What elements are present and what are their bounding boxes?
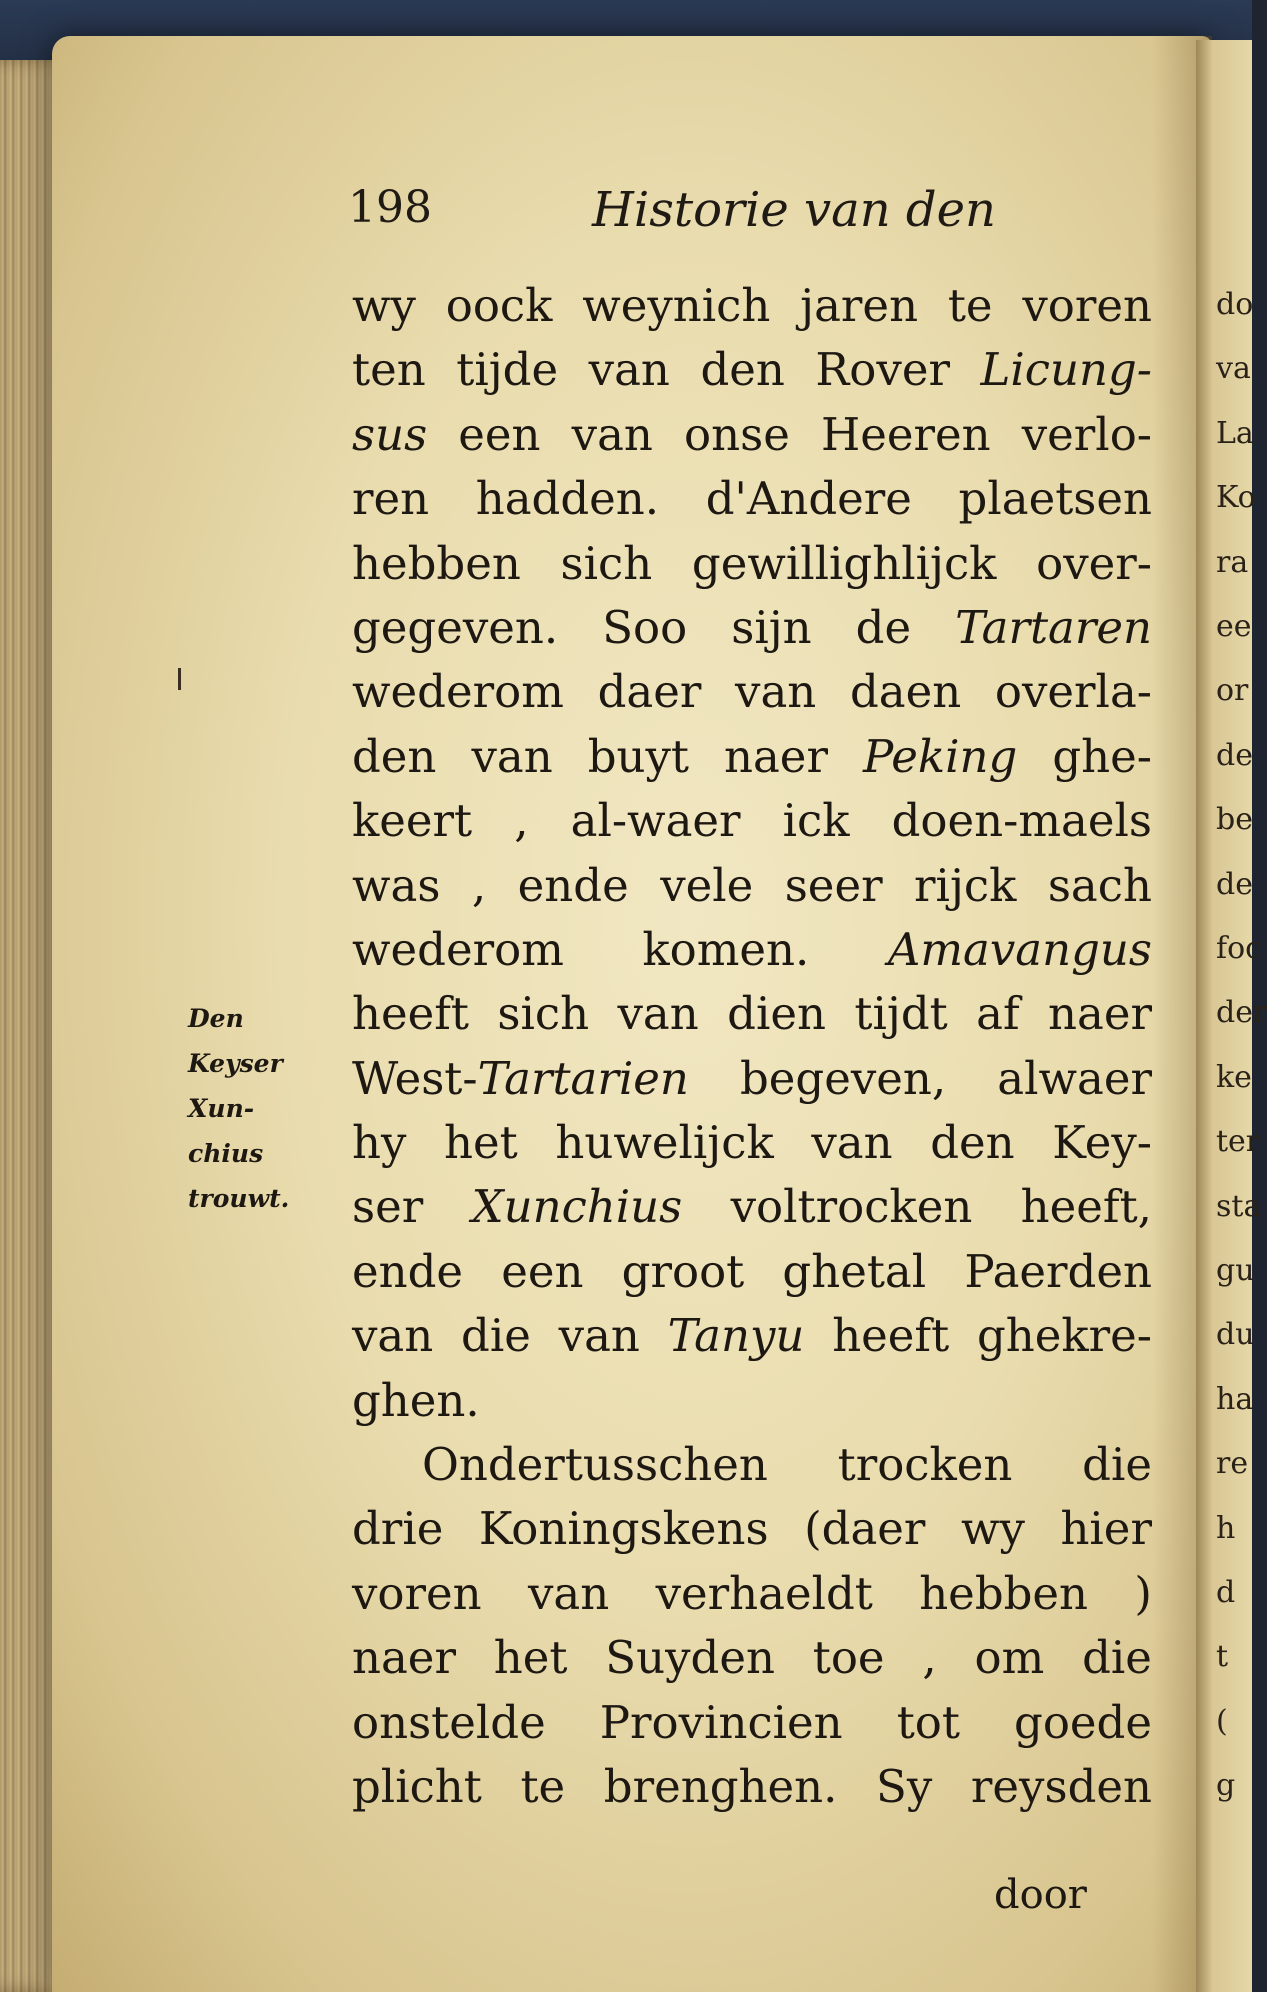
catchword: door <box>994 1872 1087 1918</box>
page-number: 198 <box>348 182 432 233</box>
word: , <box>514 794 529 848</box>
word: van <box>352 1309 434 1363</box>
word: van <box>617 987 699 1041</box>
word: gegeven. <box>352 600 559 654</box>
word: van <box>735 665 817 719</box>
word: wederom <box>352 922 564 976</box>
facing-page-fragment: ( <box>1216 1703 1228 1739</box>
word: rijck <box>914 858 1017 912</box>
word: , <box>922 1631 937 1685</box>
facing-page-fragment: t <box>1216 1639 1229 1675</box>
facing-page-fragment: ha <box>1216 1381 1254 1417</box>
ink-speck <box>178 668 181 690</box>
facing-page-fragment: ter <box>1216 1124 1261 1160</box>
word: voren <box>352 1566 482 1620</box>
word: ser <box>352 1180 424 1234</box>
word: jaren <box>800 279 919 332</box>
word: oock <box>445 279 553 332</box>
margin-note-line: chius <box>188 1139 264 1168</box>
word: vele <box>660 858 754 912</box>
text-line <box>352 660 1152 724</box>
text-line <box>352 1755 1152 1819</box>
word: hebben <box>352 536 521 590</box>
word: een <box>458 407 541 461</box>
word: toe <box>812 1631 885 1685</box>
word: van <box>527 1566 610 1620</box>
word: ren <box>352 472 430 526</box>
word: hier <box>1060 1502 1152 1556</box>
word: te <box>947 279 993 332</box>
facing-page-fragment: va <box>1216 351 1251 387</box>
word: drie <box>352 1502 444 1556</box>
text-line <box>352 918 1152 982</box>
margin-note-line: Xun- <box>188 1094 255 1123</box>
word: naer <box>1048 987 1152 1041</box>
word: tot <box>896 1695 960 1749</box>
word: Heeren <box>820 407 991 461</box>
facing-page-fragment: ee <box>1216 609 1252 644</box>
word: sich <box>497 987 590 1041</box>
facing-page-fragment: La <box>1216 415 1254 451</box>
word: af <box>976 987 1020 1041</box>
word: ghe- <box>1052 729 1152 783</box>
facing-page-fragment: g <box>1216 1768 1236 1804</box>
text-line <box>352 596 1152 660</box>
word: Rover <box>815 343 950 397</box>
word: dien <box>727 987 826 1041</box>
word: hy <box>352 1116 407 1170</box>
text-line <box>352 982 1152 1046</box>
text-line <box>352 1369 1152 1433</box>
text-line <box>352 1175 1152 1239</box>
word: heeft <box>832 1309 950 1363</box>
text-line <box>352 854 1152 918</box>
word: van <box>558 1309 640 1363</box>
word: Suyden <box>605 1631 775 1685</box>
word: gewillighlijck <box>691 536 997 590</box>
word: verlo- <box>1021 407 1152 461</box>
word: Provincien <box>599 1695 843 1749</box>
word: was <box>352 858 441 912</box>
body-text <box>352 274 1152 1819</box>
word: buyt <box>587 729 689 783</box>
word: Licung- <box>980 343 1152 397</box>
word: het <box>493 1631 568 1685</box>
word: voltrocken <box>730 1180 973 1234</box>
word: keert <box>352 794 473 848</box>
word: tijde <box>456 343 559 397</box>
word: hebben <box>919 1566 1089 1620</box>
word: van <box>471 729 553 783</box>
facing-page-fragment: foc <box>1216 931 1262 966</box>
facing-page-fragment: gu <box>1216 1253 1255 1288</box>
margin-note-line: Keyser <box>188 1049 283 1078</box>
word: komen. <box>642 922 810 976</box>
word: reysden <box>970 1759 1152 1813</box>
word: Amavangus <box>887 922 1152 976</box>
word: onse <box>684 407 790 461</box>
text-line <box>352 338 1152 402</box>
margin-note-line: trouwt. <box>188 1184 290 1213</box>
word: den <box>352 729 437 783</box>
text-line <box>352 725 1152 789</box>
facing-page-fragment: re <box>1216 1446 1249 1482</box>
word: , <box>471 858 487 912</box>
word: van <box>588 343 670 397</box>
word: (daer <box>804 1502 926 1556</box>
word: een <box>501 1244 584 1298</box>
word: groot <box>621 1244 745 1298</box>
word: goede <box>1014 1695 1152 1749</box>
text-line <box>352 1111 1152 1175</box>
word: weynich <box>582 279 771 332</box>
word: daer <box>597 665 702 719</box>
word: die <box>1082 1438 1152 1492</box>
facing-page-fragment: h <box>1216 1510 1236 1546</box>
facing-page-fragment: ke <box>1216 1059 1252 1095</box>
word: de <box>855 600 912 654</box>
text-line <box>352 1240 1152 1304</box>
word: West-Tartarien <box>352 1051 689 1105</box>
facing-page-fragment: Ko <box>1216 480 1256 516</box>
word: te <box>520 1759 566 1813</box>
word: ) <box>1134 1566 1152 1620</box>
facing-page-edge <box>1196 40 1267 1992</box>
word: al-waer <box>570 794 741 848</box>
word: tijdt <box>854 987 948 1041</box>
word: het <box>444 1116 518 1170</box>
word: van <box>811 1116 893 1170</box>
word: Xunchius <box>471 1180 683 1234</box>
text-line <box>352 1433 1152 1497</box>
facing-page-fragment: sta <box>1216 1188 1262 1224</box>
word: den <box>930 1116 1015 1170</box>
text-line <box>352 1626 1152 1690</box>
word: begeven, <box>739 1051 947 1105</box>
word: huwelijck <box>555 1116 774 1170</box>
text-line <box>352 1047 1152 1111</box>
running-head: Historie van den <box>592 182 996 238</box>
word: die <box>461 1309 531 1363</box>
margin-note-line: Den <box>188 1004 244 1033</box>
word: ten <box>352 343 426 397</box>
word: naer <box>724 729 828 783</box>
text-line <box>352 403 1152 467</box>
text-line <box>352 1304 1152 1368</box>
text-line <box>352 1497 1152 1561</box>
word: den <box>700 343 785 397</box>
word: heeft <box>352 987 469 1041</box>
word: sich <box>560 536 653 590</box>
word: Peking <box>862 729 1018 783</box>
facing-page-fragment: do <box>1216 287 1254 322</box>
word: heeft, <box>1020 1180 1152 1234</box>
word: d'Andere <box>705 472 912 526</box>
word: brenghen. <box>603 1759 838 1813</box>
word: verhaeldt <box>655 1566 873 1620</box>
text-line <box>352 532 1152 596</box>
word: wy <box>352 279 416 332</box>
word: Tartaren <box>955 600 1152 654</box>
word: ende <box>517 858 629 912</box>
facing-page-fragment: du <box>1216 1317 1255 1353</box>
word: Ondertusschen <box>422 1438 768 1492</box>
word: voren <box>1022 279 1152 332</box>
word: alwaer <box>997 1051 1152 1105</box>
word: wederom <box>352 665 564 719</box>
word: over- <box>1036 536 1152 590</box>
word: Koningskens <box>478 1502 769 1556</box>
word: wy <box>960 1502 1025 1556</box>
word: plicht <box>352 1759 482 1813</box>
text-line <box>352 274 1152 338</box>
word: sus <box>352 407 428 461</box>
word: overla- <box>994 665 1152 719</box>
word: Tanyu <box>667 1309 805 1363</box>
word: plaetsen <box>958 472 1152 526</box>
word: daen <box>849 665 962 719</box>
facing-page-fragment: de <box>1216 737 1253 773</box>
facing-page-fragment: de <box>1216 866 1253 902</box>
word: Soo <box>602 600 688 654</box>
word: Paerden <box>964 1244 1152 1298</box>
word: Key- <box>1052 1116 1152 1170</box>
word: van <box>571 407 653 461</box>
word: trocken <box>837 1438 1013 1492</box>
text-line <box>352 1691 1152 1755</box>
facing-page-fragment: der <box>1216 995 1267 1031</box>
word: seer <box>784 858 883 912</box>
facing-page-fragment: or <box>1216 673 1249 709</box>
word: sijn <box>731 600 812 654</box>
word: ghetal <box>782 1244 927 1298</box>
word: die <box>1082 1631 1152 1685</box>
facing-page-fragment: be <box>1216 802 1253 838</box>
word: Sy <box>876 1759 933 1813</box>
margin-note <box>188 996 328 1221</box>
text-line <box>352 467 1152 531</box>
word: om <box>974 1631 1045 1685</box>
text-line <box>352 1562 1152 1626</box>
word: sach <box>1047 858 1152 912</box>
word: ghen. <box>352 1373 480 1427</box>
text-line <box>352 789 1152 853</box>
word: ende <box>352 1244 464 1298</box>
word: ghekre- <box>976 1309 1152 1363</box>
word: doen-maels <box>891 794 1152 848</box>
word: ick <box>782 794 850 848</box>
word: naer <box>352 1631 456 1685</box>
facing-page-fragment: d <box>1216 1575 1236 1610</box>
facing-page-fragment: ra <box>1216 544 1249 580</box>
word: hadden. <box>475 472 660 526</box>
word: onstelde <box>352 1695 546 1749</box>
